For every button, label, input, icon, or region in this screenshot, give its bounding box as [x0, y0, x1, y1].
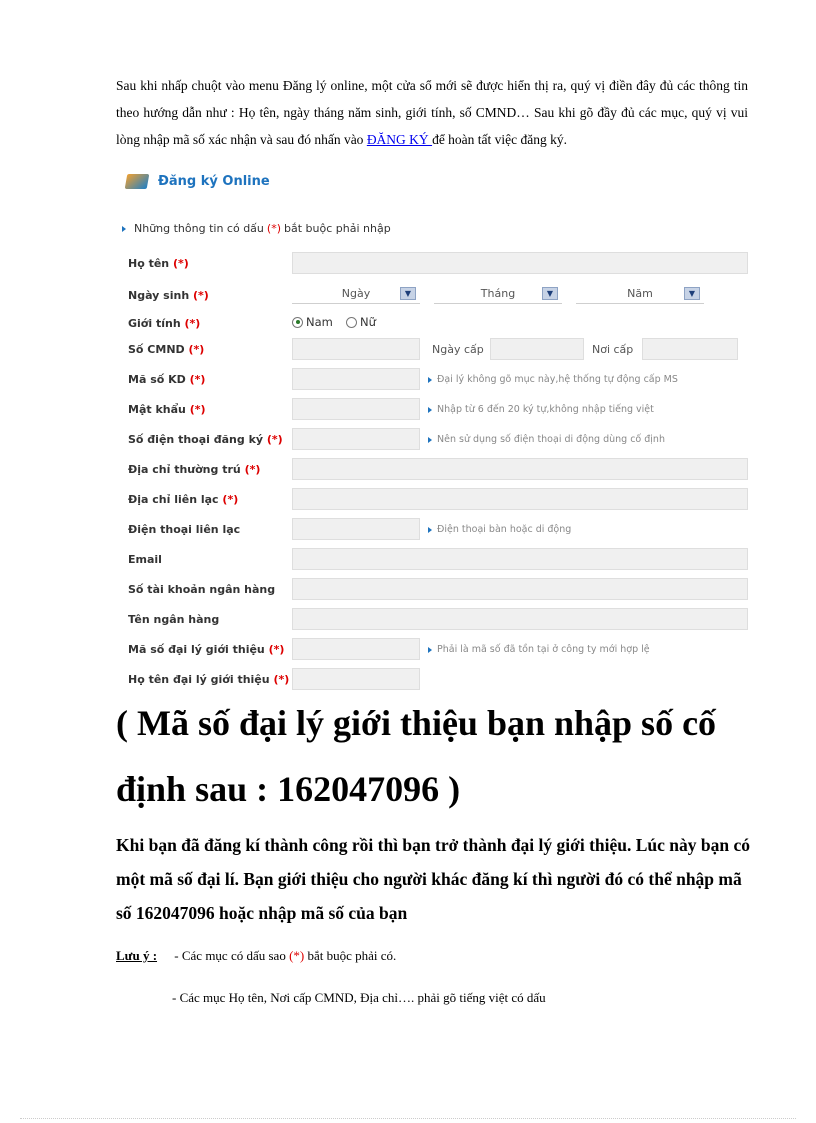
ma-so-kd-input[interactable] — [292, 368, 420, 390]
month-select[interactable]: Tháng ▼ — [434, 284, 562, 304]
label-mat-khau: Mật khẩu (*) — [128, 403, 206, 416]
row-so-tai-khoan — [128, 578, 748, 602]
notice-prefix: Những thông tin có dấu — [134, 222, 264, 235]
note1-prefix: - Các mục có dấu sao — [174, 948, 290, 963]
so-tai-khoan-input[interactable] — [292, 578, 748, 600]
notice-suffix: bắt buộc phải nhập — [284, 222, 391, 235]
arrow-icon — [428, 437, 432, 443]
registration-form-screenshot — [116, 160, 756, 696]
row-dien-thoai-lien-lac — [128, 518, 748, 542]
label-ma-so-kd: Mã số KD (*) — [128, 373, 206, 386]
row-ho-ten-dai-ly — [128, 668, 748, 692]
arrow-icon — [122, 226, 126, 232]
label-so-dien-thoai: Số điện thoại đăng ký (*) — [128, 433, 283, 446]
radio-unchecked-icon — [346, 317, 357, 328]
label-dia-chi-thuong-tru: Địa chỉ thường trú (*) — [128, 463, 261, 476]
hint-so-dien-thoai: Nên sử dụng số điện thoại di động dùng cố định — [428, 434, 665, 445]
ngay-cap-input[interactable] — [490, 338, 584, 360]
note1-suffix: bắt buộc phải có. — [304, 948, 397, 963]
chevron-down-icon: ▼ — [542, 287, 558, 300]
year-select[interactable]: Năm ▼ — [576, 284, 704, 304]
label-gioi-tinh: Giới tính (*) — [128, 317, 201, 330]
book-icon — [124, 170, 152, 192]
row-email — [128, 548, 748, 572]
email-input[interactable] — [292, 548, 748, 570]
note-line-2: - Các mục Họ tên, Nơi cấp CMND, Địa chỉ…. phải gõ tiếng việt có dấu — [172, 990, 546, 1005]
row-so-dien-thoai — [128, 428, 748, 452]
mat-khau-input[interactable] — [292, 398, 420, 420]
ho-ten-dai-ly-input[interactable] — [292, 668, 420, 690]
arrow-icon — [428, 407, 432, 413]
label-ten-ngan-hang: Tên ngân hàng — [128, 613, 220, 626]
arrow-icon — [428, 527, 432, 533]
agent-code-heading: ( Mã số đại lý giới thiệu bạn nhập số cố định sau : 162047096 ) — [116, 703, 717, 809]
form-logo — [124, 170, 270, 192]
label-ho-ten: Họ tên (*) — [128, 257, 189, 270]
gender-female-radio[interactable]: Nữ — [346, 315, 376, 329]
chevron-down-icon: ▼ — [684, 287, 700, 300]
note1-mark: (*) — [289, 948, 305, 963]
label-ho-ten-dai-ly: Họ tên đại lý giới thiệu (*) — [128, 673, 290, 686]
gender-male-radio[interactable]: Nam — [292, 315, 333, 329]
day-select[interactable]: Ngày ▼ — [292, 284, 420, 304]
intro-text-2: để hoàn tất việc đăng ký. — [432, 132, 568, 147]
arrow-icon — [428, 377, 432, 383]
chevron-down-icon: ▼ — [400, 287, 416, 300]
hint-dien-thoai-lien-lac: Điện thoại bàn hoặc di động — [428, 524, 571, 535]
row-so-cmnd — [128, 338, 748, 362]
ho-ten-input[interactable] — [292, 252, 748, 274]
label-so-tai-khoan: Số tài khoản ngân hàng — [128, 583, 276, 596]
hint-ma-so-dai-ly: Phải là mã số đã tồn tại ở công ty mới hợp lệ — [428, 644, 650, 655]
intro-paragraph — [116, 72, 748, 153]
hint-ma-so-kd: Đại lý không gõ mục này,hệ thống tự động cấp MS — [428, 374, 678, 385]
form-title: Đăng ký Online — [158, 173, 270, 189]
ma-so-dai-ly-input[interactable] — [292, 638, 420, 660]
label-ma-so-dai-ly: Mã số đại lý giới thiệu (*) — [128, 643, 285, 656]
row-dia-chi-lien-lac — [128, 488, 748, 512]
row-ho-ten — [128, 252, 748, 276]
row-dia-chi-thuong-tru — [128, 458, 748, 482]
required-notice — [122, 222, 391, 235]
row-mat-khau — [128, 398, 748, 422]
label-email: Email — [128, 553, 162, 566]
label-so-cmnd: Số CMND (*) — [128, 343, 205, 356]
note-line-1 — [116, 948, 396, 964]
register-link[interactable]: ĐĂNG KÝ — [366, 132, 433, 147]
dia-chi-thuong-tru-input[interactable] — [292, 458, 748, 480]
explanation-paragraph: Khi bạn đã đăng kí thành công rồi thì bạn trở thành đại lý giới thiệu. Lúc này bạn có một mã số đại lí. Bạn giới thiệu cho người khác đăng kí thì người đó có thể nhập mã số 162047096 hoặc nhập mã số của bạn — [116, 835, 750, 923]
noi-cap-input[interactable] — [642, 338, 738, 360]
ngay-cap-label: Ngày cấp — [432, 343, 484, 356]
label-dien-thoai-lien-lac: Điện thoại liên lạc — [128, 523, 241, 536]
row-ten-ngan-hang — [128, 608, 748, 632]
dia-chi-lien-lac-input[interactable] — [292, 488, 748, 510]
radio-checked-icon — [292, 317, 303, 328]
notice-required-mark: (*) — [266, 222, 281, 235]
noi-cap-label: Nơi cấp — [592, 343, 634, 356]
label-dia-chi-lien-lac: Địa chỉ liên lạc (*) — [128, 493, 239, 506]
dien-thoai-lien-lac-input[interactable] — [292, 518, 420, 540]
note-label: Lưu ý : — [116, 948, 158, 963]
so-dien-thoai-input[interactable] — [292, 428, 420, 450]
row-ma-so-kd — [128, 368, 748, 392]
page-divider — [20, 1118, 796, 1119]
hint-mat-khau: Nhập từ 6 đến 20 ký tự,không nhập tiếng việt — [428, 404, 654, 415]
so-cmnd-input[interactable] — [292, 338, 420, 360]
intro-text-1: Sau khi nhấp chuột vào menu Đăng lý online, một cửa sổ mới sẽ được hiển thị ra, quý vị điền đây đủ các thông tin theo hướng dẫn như : Họ tên, ngày tháng năm sinh, giới tính, số CMND… Sau khi gõ đầy đủ các mục, quý vị vui lòng nhập mã số xác nhận và sau đó nhấn vào — [116, 78, 748, 147]
row-ma-so-dai-ly — [128, 638, 748, 662]
ten-ngan-hang-input[interactable] — [292, 608, 748, 630]
row-ngay-sinh — [128, 284, 748, 308]
arrow-icon — [428, 647, 432, 653]
row-gioi-tinh — [128, 312, 748, 336]
label-ngay-sinh: Ngày sinh (*) — [128, 289, 209, 302]
